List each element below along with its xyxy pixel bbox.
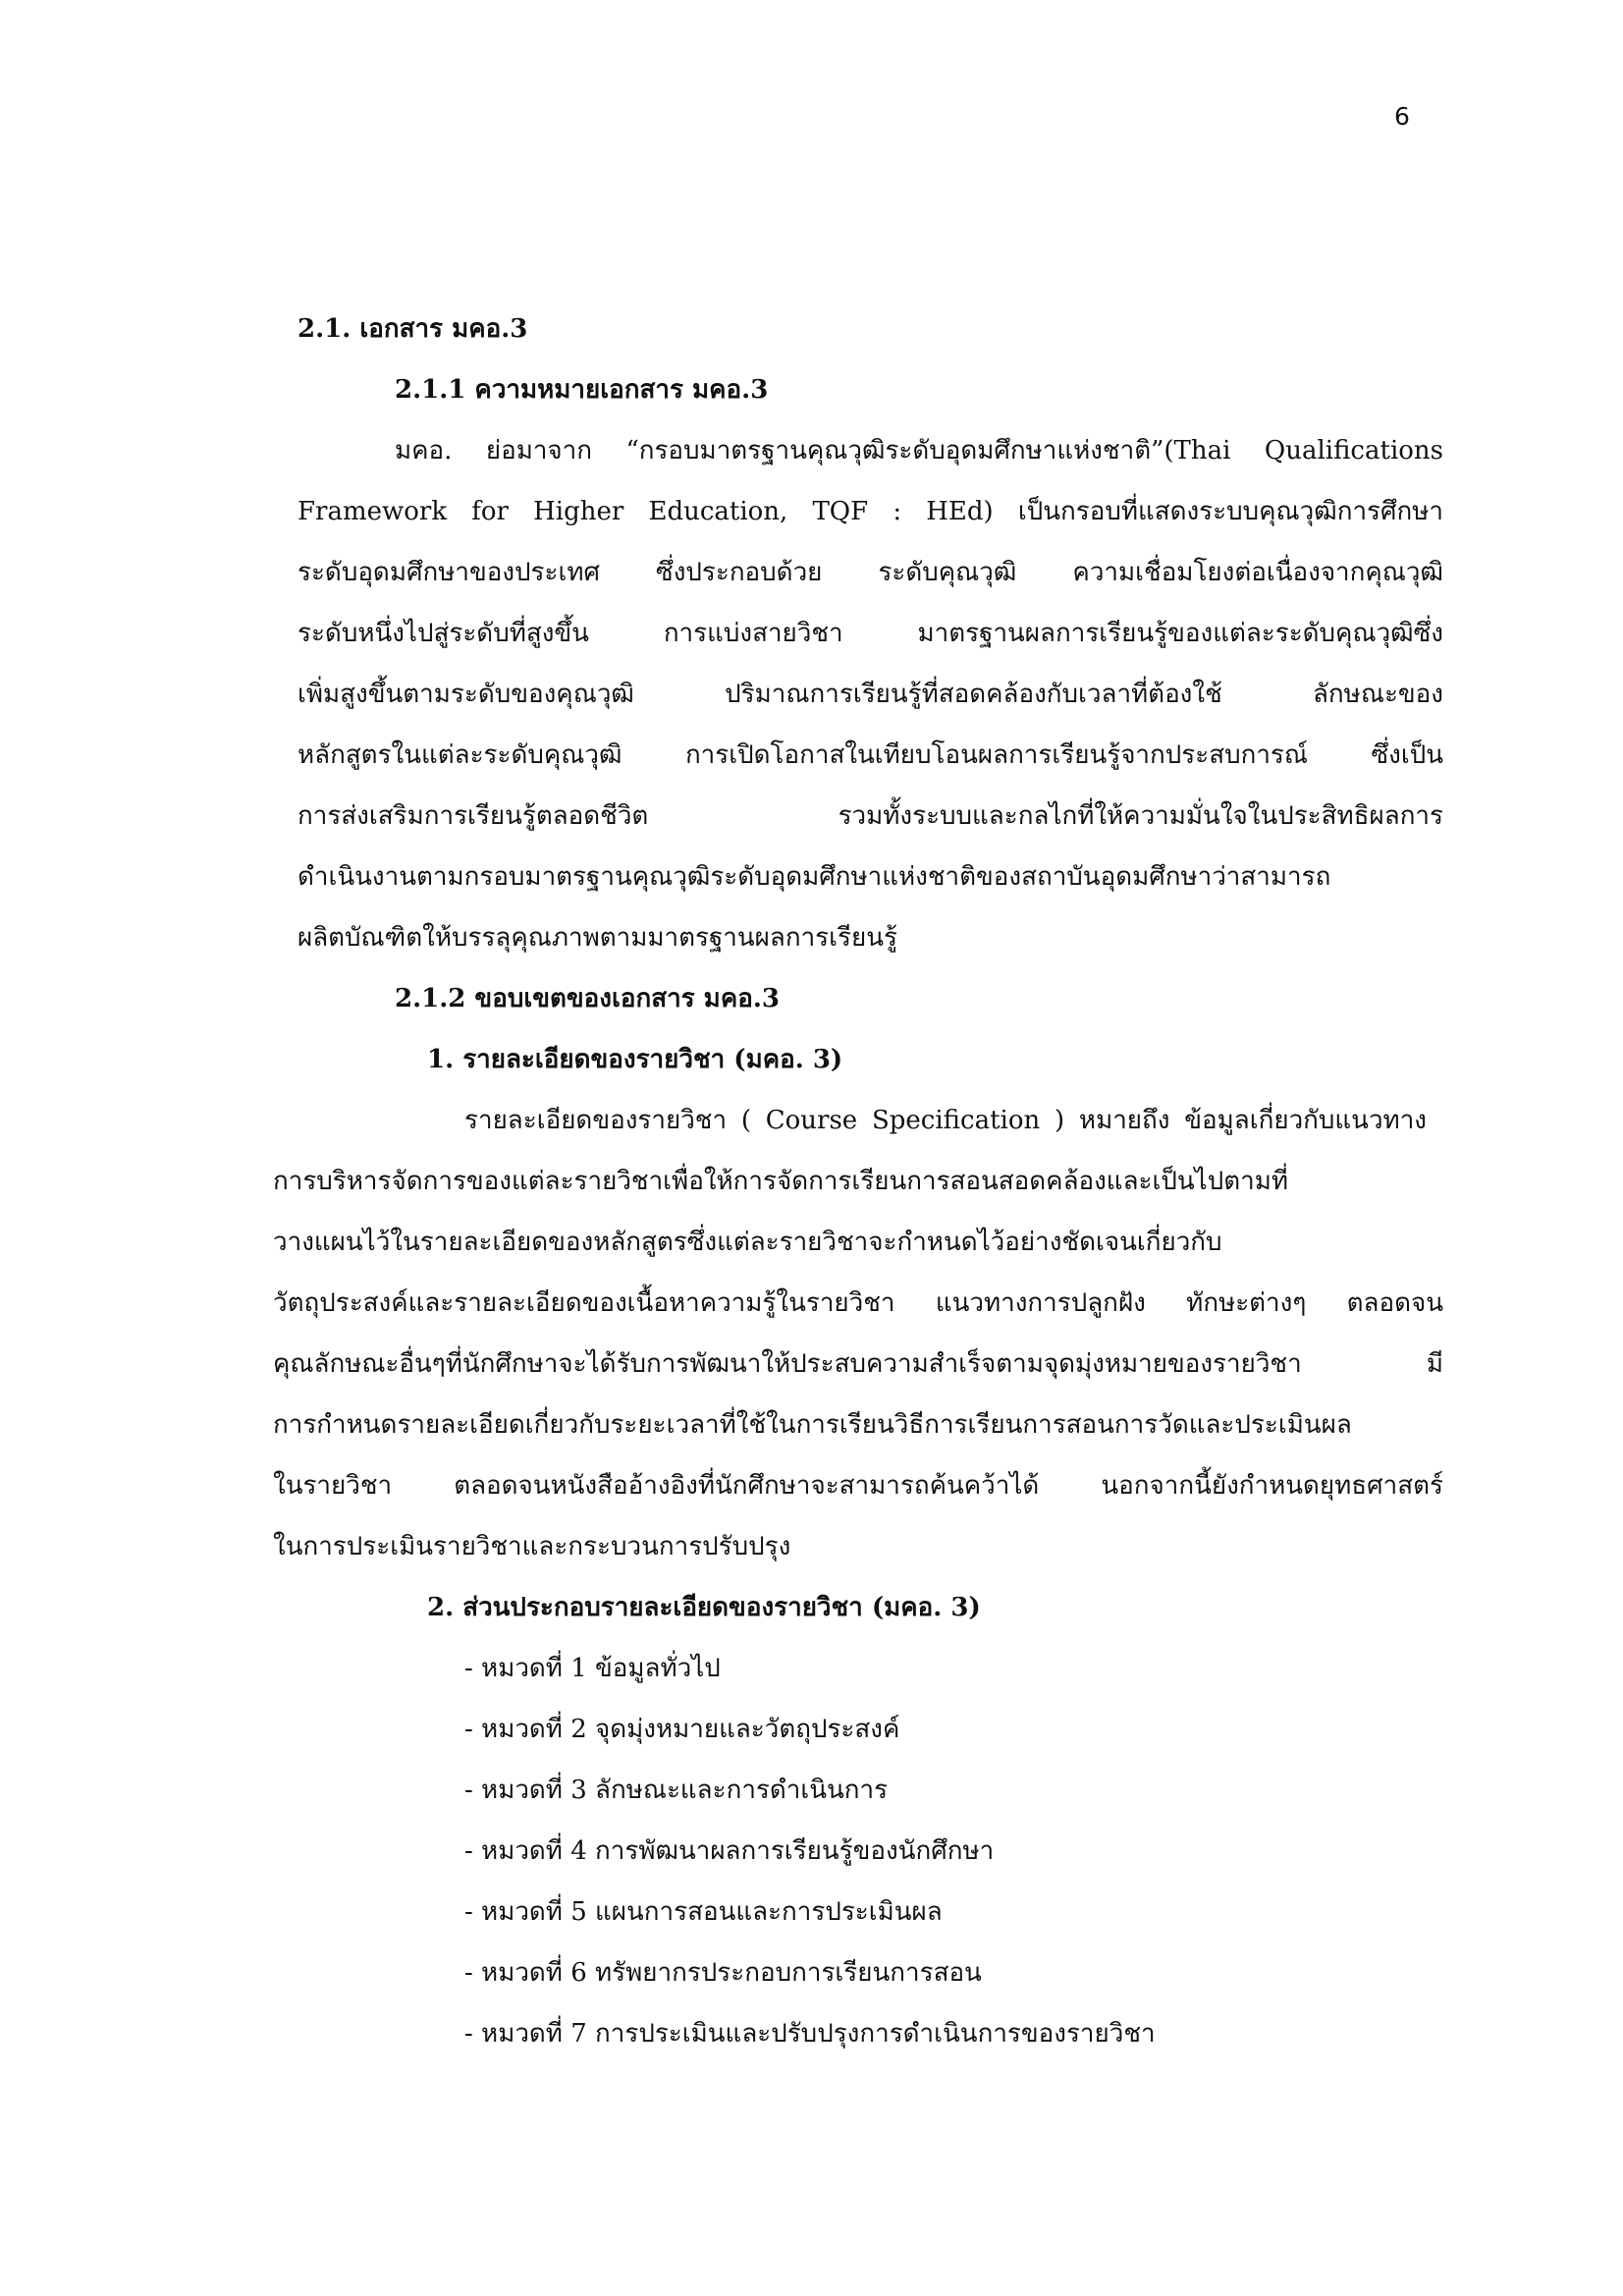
subsection-heading-meaning: 2.1.1 ความหมายเอกสาร มคอ.3 (395, 375, 769, 405)
list-item: - หมวดที่ 1 ข้อมูลทั่วไป (464, 1654, 721, 1683)
list-item: - หมวดที่ 3 ลักษณะและการดำเนินการ (464, 1776, 889, 1805)
section-heading: 2.1. เอกสาร มคอ.3 (298, 314, 528, 344)
paragraph-line: คุณลักษณะอื่นๆที่นักศึกษาจะได้รับการพัฒนาให้ประสบความสำเร็จตามจุดมุ่งหมายของรายวิชา มี (273, 1349, 1443, 1379)
page-number: 6 (1394, 102, 1410, 131)
paragraph-line: เพิ่มสูงขึ้นตามระดับของคุณวุฒิ ปริมาณการเรียนรู้ที่สอดคล้องกับเวลาที่ต้องใช้ ลักษณะของ (298, 680, 1443, 709)
paragraph-line: ในการประเมินรายวิชาและกระบวนการปรับปรุง (273, 1532, 791, 1561)
list-item: - หมวดที่ 4 การพัฒนาผลการเรียนรู้ของนักศึกษา (464, 1836, 995, 1866)
paragraph-line: วัตถุประสงค์และรายละเอียดของเนื้อหาความรู้ในรายวิชา แนวทางการปลูกฝัง ทักษะต่างๆ ตลอดจน (273, 1288, 1443, 1318)
list-item: - หมวดที่ 6 ทรัพยากรประกอบการเรียนการสอน (464, 1958, 982, 1988)
paragraph-line: วางแผนไว้ในรายละเอียดของหลักสูตรซึ่งแต่ละรายวิชาจะกำหนดไว้อย่างชัดเจนเกี่ยวกับ (273, 1228, 1222, 1257)
paragraph-line: ในรายวิชา ตลอดจนหนังสืออ้างอิงที่นักศึกษาจะสามารถค้นคว้าได้ นอกจากนี้ยังกำหนดยุทธศาสตร์ (273, 1471, 1443, 1501)
list-item: - หมวดที่ 2 จุดมุ่งหมายและวัตถุประสงค์ (464, 1715, 900, 1744)
paragraph-line: ระดับอุดมศึกษาของประเทศ ซึ่งประกอบด้วย ระดับคุณวุฒิ ความเชื่อมโยงต่อเนื่องจากคุณวุฒิ (298, 558, 1443, 587)
list-item: - หมวดที่ 5 แผนการสอนและการประเมินผล (464, 1897, 943, 1927)
paragraph-line: ดำเนินงานตามกรอบมาตรฐานคุณวุฒิระดับอุดมศึกษาแห่งชาติของสถาบันอุดมศึกษาว่าสามารถ (298, 862, 1331, 892)
paragraph-line: รายละเอียดของรายวิชา ( Course Specification ) หมายถึง ข้อมูลเกี่ยวกับแนวทาง (464, 1106, 1427, 1135)
paragraph-line: การบริหารจัดการของแต่ละรายวิชาเพื่อให้การจัดการเรียนการสอนสอดคล้องและเป็นไปตามที่ (273, 1167, 1288, 1196)
paragraph-line: หลักสูตรในแต่ละระดับคุณวุฒิ การเปิดโอกาสในเทียบโอนผลการเรียนรู้จากประสบการณ์ ซึ่งเป็น (298, 740, 1443, 770)
paragraph-line: มคอ. ย่อมาจาก “กรอบมาตรฐานคุณวุฒิระดับอุดมศึกษาแห่งชาติ”(Thai Qualifications (395, 436, 1443, 465)
paragraph-line: การกำหนดรายละเอียดเกี่ยวกับระยะเวลาที่ใช้ในการเรียนวิธีการเรียนการสอนการวัดและประเมินผล (273, 1410, 1352, 1440)
item-heading-course-components: 2. ส่วนประกอบรายละเอียดของรายวิชา (มคอ. 3) (427, 1593, 981, 1622)
subsection-heading-scope: 2.1.2 ขอบเขตของเอกสาร มคอ.3 (395, 984, 780, 1013)
list-item: - หมวดที่ 7 การประเมินและปรับปรุงการดำเนินการของรายวิชา (464, 2019, 1156, 2049)
paragraph-line: Framework for Higher Education, TQF : HEd) เป็นกรอบที่แสดงระบบคุณวุฒิการศึกษา (298, 497, 1443, 526)
item-heading-course-detail: 1. รายละเอียดของรายวิชา (มคอ. 3) (427, 1045, 843, 1074)
paragraph-line: ผลิตบัณฑิตให้บรรลุคุณภาพตามมาตรฐานผลการเรียนรู้ (298, 923, 897, 953)
paragraph-line: ระดับหนึ่งไปสู่ระดับที่สูงขึ้น การแบ่งสายวิชา มาตรฐานผลการเรียนรู้ของแต่ละระดับคุณวุฒิซึ่ง (298, 619, 1443, 648)
paragraph-line: การส่งเสริมการเรียนรู้ตลอดชีวิต รวมทั้งระบบและกลไกที่ให้ความมั่นใจในประสิทธิผลการ (298, 801, 1443, 831)
